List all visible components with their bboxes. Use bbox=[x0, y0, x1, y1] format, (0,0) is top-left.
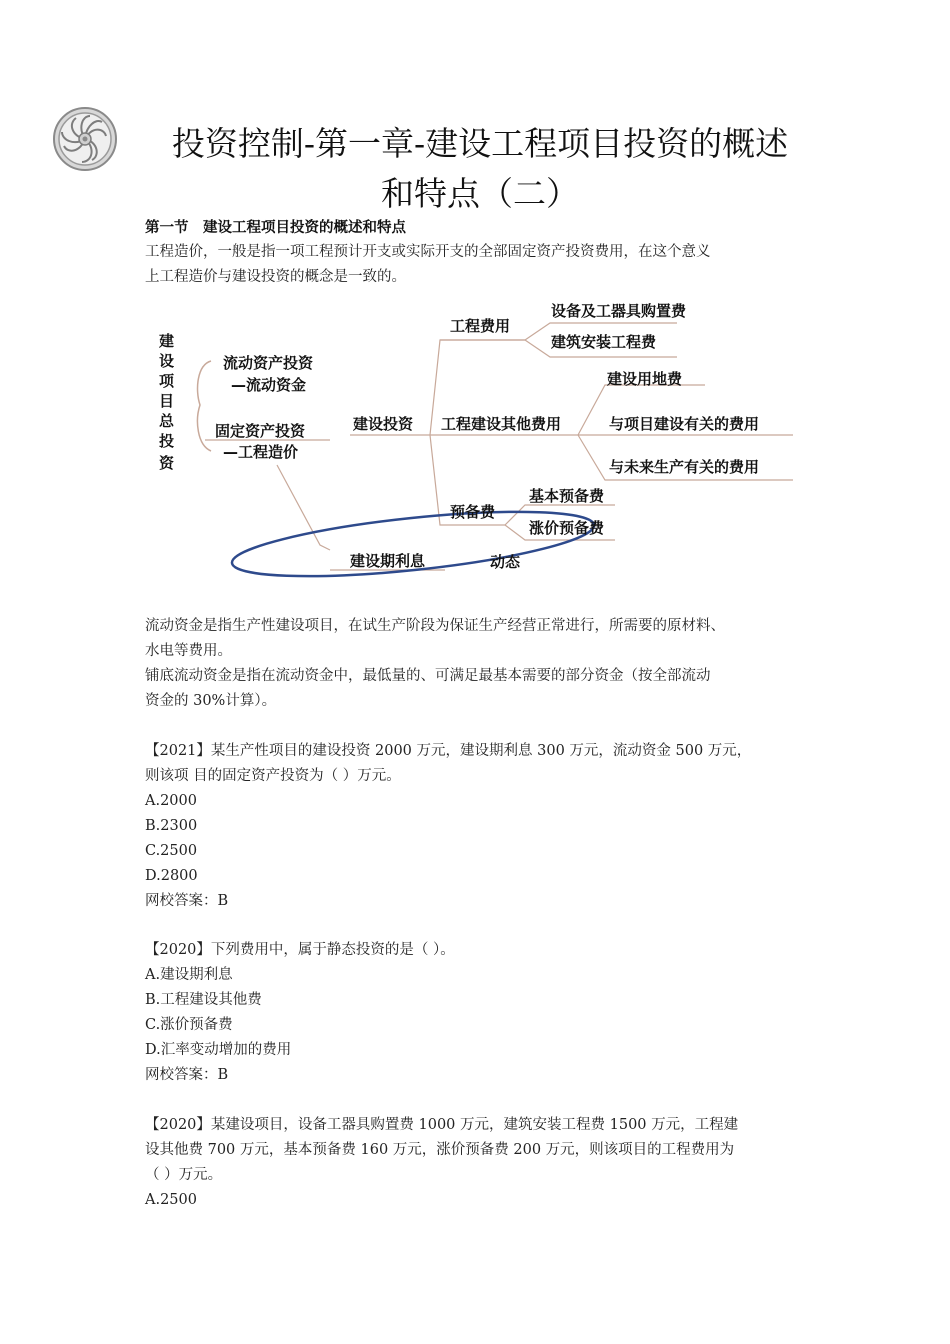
q2-option: D.汇率变动增加的费用 bbox=[145, 1042, 292, 1058]
dynamic-ellipse bbox=[229, 499, 596, 585]
root-char: 投 bbox=[159, 432, 175, 450]
q1-option: C.2500 bbox=[145, 843, 198, 859]
q2-answer: 网校答案：B bbox=[145, 1067, 229, 1083]
root-char: 总 bbox=[159, 412, 175, 430]
q2-stem: 【2020】下列费用中，属于静态投资的是（ ）。 bbox=[145, 942, 455, 958]
other-costs-label: 工程建设其他费用 bbox=[441, 415, 562, 433]
land-cost-label: 建设用地费 bbox=[607, 370, 683, 388]
note-line-2: 水电等费用。 bbox=[145, 643, 232, 659]
future-production-cost-label: 与未来生产有关的费用 bbox=[609, 458, 760, 476]
construction-cost-label: —工程造价 bbox=[223, 443, 299, 461]
installation-cost-label: 建筑安装工程费 bbox=[551, 333, 657, 351]
q2-option: A.建设期利息 bbox=[145, 967, 233, 983]
page-title-line1: 投资控制-第一章-建设工程项目投资的概述 bbox=[171, 124, 789, 163]
dynamic-label: 动态 bbox=[490, 553, 521, 571]
project-related-cost-label: 与项目建设有关的费用 bbox=[609, 415, 760, 433]
q2-option: B.工程建设其他费 bbox=[145, 992, 262, 1008]
q3-stem-line-1: 【2020】某建设项目，设备工器具购置费 1000 万元，建筑安装工程费 1500 万元，工程建 bbox=[145, 1117, 739, 1133]
q2-option: C.涨价预备费 bbox=[145, 1017, 233, 1033]
q1-option: B.2300 bbox=[145, 818, 198, 834]
q1-stem-line-2: 则该项 目的固定资产投资为（ ）万元。 bbox=[145, 768, 401, 784]
engineering-cost-label: 工程费用 bbox=[450, 317, 511, 335]
reserve-label: 预备费 bbox=[450, 503, 496, 521]
root-char: 项 bbox=[159, 372, 175, 390]
q3-option: A.2500 bbox=[145, 1192, 197, 1208]
investment-composition-diagram bbox=[145, 295, 810, 585]
note-line-1: 流动资金是指生产性建设项目，在试生产阶段为保证生产经营正常进行，所需要的原材料、 bbox=[145, 618, 725, 634]
q3-stem-line-2: 设其他费 700 万元，基本预备费 160 万元，涨价预备费 200 万元，则该项目的工程费用为 bbox=[145, 1142, 735, 1158]
q1-option: A.2000 bbox=[145, 793, 197, 809]
root-char: 设 bbox=[159, 352, 175, 370]
diagram-root-label bbox=[159, 332, 175, 472]
note-line-3: 铺底流动资金是指在流动资金中，最低量的、可满足最基本需要的部分资金（按全部流动 bbox=[145, 668, 711, 684]
note-line-4: 资金的 30%计算）。 bbox=[145, 693, 277, 709]
liquid-capital-label: —流动资金 bbox=[231, 376, 307, 394]
q3-stem-line-3: （ ）万元。 bbox=[145, 1167, 223, 1183]
equipment-purchase-label: 设备及工器具购置费 bbox=[551, 302, 687, 320]
root-char: 资 bbox=[159, 454, 175, 472]
construction-investment-label: 建设投资 bbox=[353, 415, 414, 433]
intro-line-2: 上工程造价与建设投资的概念是一致的。 bbox=[145, 269, 406, 285]
section-heading: 第一节 建设工程项目投资的概述和特点 bbox=[145, 220, 406, 236]
root-char: 目 bbox=[159, 392, 175, 410]
q1-answer: 网校答案：B bbox=[145, 893, 229, 909]
q1-stem-line-1: 【2021】某生产性项目的建设投资 2000 万元，建设期利息 300 万元，流动资金 500 万元， bbox=[145, 743, 752, 759]
liquid-investment-label: 流动资产投资 bbox=[223, 354, 314, 372]
fixed-investment-label: 固定资产投资 bbox=[215, 422, 306, 440]
interest-label: 建设期利息 bbox=[350, 552, 426, 570]
diagram-brace bbox=[198, 361, 211, 451]
basic-reserve-label: 基本预备费 bbox=[529, 487, 605, 505]
q1-option: D.2800 bbox=[145, 868, 198, 884]
root-char: 建 bbox=[159, 332, 175, 350]
intro-line-1: 工程造价，一般是指一项工程预计开支或实际开支的全部固定资产投资费用，在这个意义 bbox=[145, 244, 711, 260]
price-reserve-label: 涨价预备费 bbox=[529, 519, 605, 537]
page-title-line2: 和特点（二） bbox=[381, 174, 579, 213]
